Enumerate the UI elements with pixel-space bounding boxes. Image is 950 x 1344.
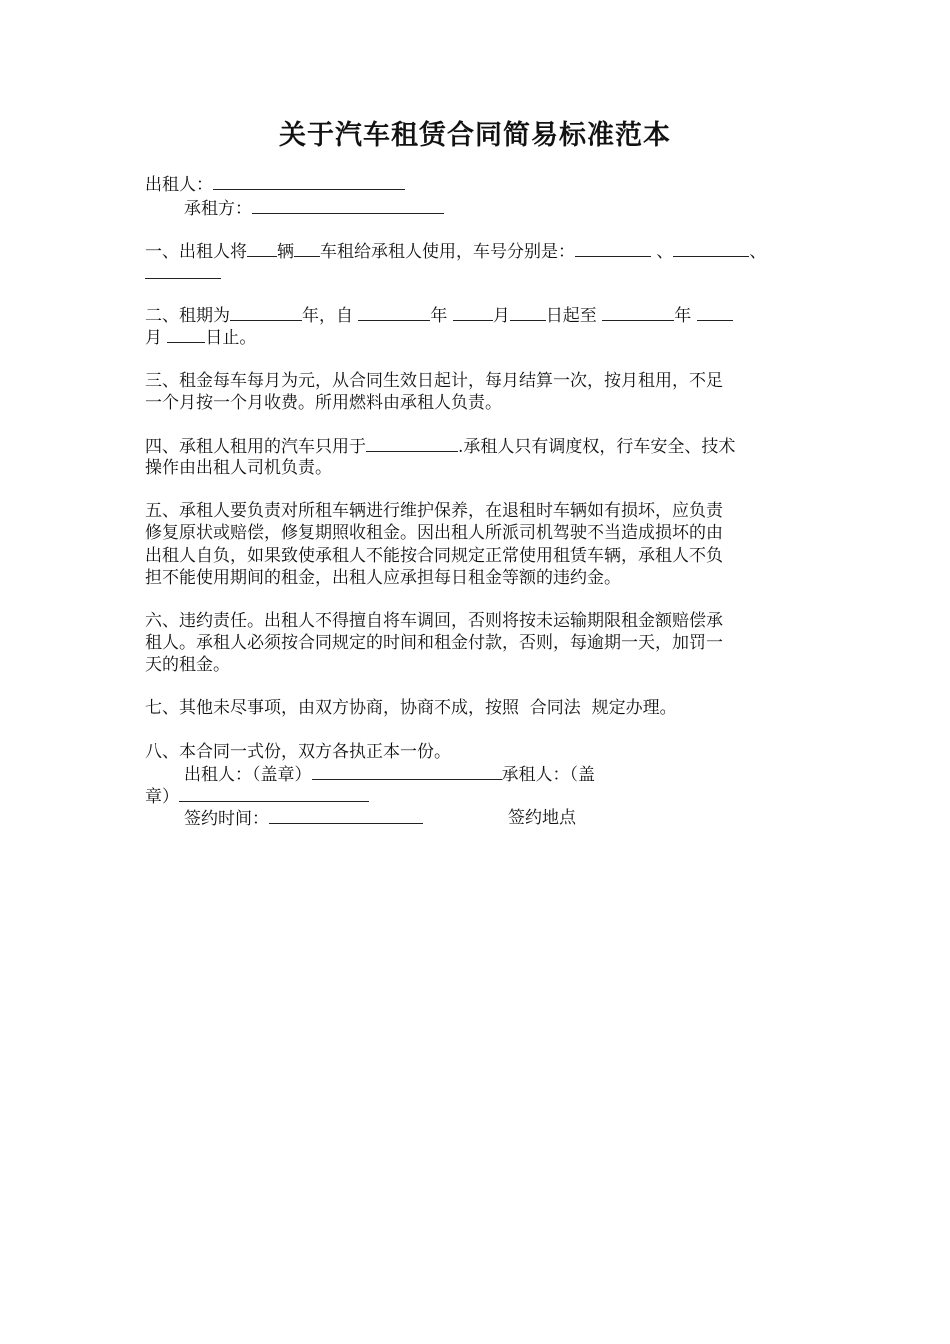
clause-4-text-b: .承租人只有调度权，行车安全、技术 <box>458 437 736 457</box>
lessee-seal-blank[interactable] <box>179 785 369 802</box>
clause-2-text-a: 二、租期为 <box>145 306 230 326</box>
clause-1-text-d: 、 <box>656 242 674 262</box>
clause-6-line-3: 天的租金。 <box>145 655 230 675</box>
start-year-blank[interactable] <box>358 304 430 321</box>
clause-8-line-1: 八、本合同一式份，双方各执正本一份。 <box>145 742 451 762</box>
lessor-seal-label: 出租人：（盖章） <box>184 765 312 785</box>
clause-2-text-f: 年 <box>674 306 697 326</box>
clause-1-text-e: 、 <box>749 242 767 262</box>
lessee-line <box>184 197 444 220</box>
end-day-blank[interactable] <box>167 326 205 343</box>
vehicle-use-blank[interactable] <box>366 435 458 452</box>
clause-2-cont <box>145 326 256 349</box>
seal-line <box>184 763 595 786</box>
clause-2 <box>145 304 733 327</box>
clause-2-text-g: 月 <box>145 328 168 348</box>
start-month-blank[interactable] <box>453 304 493 321</box>
vehicle-type-blank[interactable] <box>294 240 320 257</box>
clause-2-text-d: 月 <box>492 306 510 326</box>
clause-1-text-a: 一、出租人将 <box>145 242 247 262</box>
lessee-seal-label: 承租人：（盖 <box>501 765 595 785</box>
clause-2-text-h: 日止。 <box>205 328 257 348</box>
clause-3-line-2: 一个月按一个月收费。所用燃料由承租人负责。 <box>145 393 502 413</box>
clause-3-line-1: 三、租金每车每月为元，从合同生效日起计，每月结算一次，按月租用，不足 <box>145 371 723 391</box>
plate-blank-2[interactable] <box>673 240 749 257</box>
clause-5-line-4: 担不能使用期间的租金，出租人应承担每日租金等额的违约金。 <box>145 568 621 588</box>
plate-blank-1[interactable] <box>575 240 651 257</box>
lessee-seal-label-cont: 章） <box>145 787 179 807</box>
clause-4-text-a: 四、承租人租用的汽车只用于 <box>145 437 366 457</box>
start-day-blank[interactable] <box>510 304 546 321</box>
clause-7-line-1: 七、其他未尽事项，由双方协商，协商不成，按照 合同法 规定办理。 <box>145 698 677 718</box>
lessee-blank[interactable] <box>252 197 444 214</box>
lessee-label: 承租方： <box>184 199 252 219</box>
clause-4-line-1 <box>145 435 735 458</box>
seal-line-cont <box>145 785 369 808</box>
sign-line <box>184 807 423 830</box>
clause-1-cont <box>145 262 221 285</box>
lessor-label: 出租人： <box>145 175 213 195</box>
lessor-line <box>145 173 405 196</box>
clause-5-line-1: 五、承租人要负责对所租车辆进行维护保养，在退租时车辆如有损坏，应负责 <box>145 501 723 521</box>
term-years-blank[interactable] <box>230 304 302 321</box>
clause-2-text-b: 年，自 <box>302 306 359 326</box>
clause-6-line-1: 六、违约责任。出租人不得擅自将车调回，否则将按未运输期限租金额赔偿承 <box>145 611 723 631</box>
sign-time-label: 签约时间： <box>184 809 269 829</box>
clause-1-text-c: 车租给承租人使用，车号分别是： <box>320 242 575 262</box>
clause-2-text-e: 日起至 <box>545 306 603 326</box>
clause-1 <box>145 240 766 263</box>
plate-blank-3[interactable] <box>145 262 221 279</box>
vehicle-count-blank[interactable] <box>247 240 277 257</box>
clause-5-line-2: 修复原状或赔偿，修复期照收租金。因出租人所派司机驾驶不当造成损坏的由 <box>145 523 723 543</box>
clause-6-line-2: 租人。承租人必须按合同规定的时间和租金付款，否则，每逾期一天，加罚一 <box>145 633 723 653</box>
clause-4-line-2: 操作由出租人司机负责。 <box>145 458 332 478</box>
end-month-pre-blank[interactable] <box>697 304 733 321</box>
clause-1-text-b: 辆 <box>277 242 294 262</box>
end-year-blank[interactable] <box>602 304 674 321</box>
document-title: 关于汽车租赁合同简易标准范本 <box>279 120 671 151</box>
sign-time-blank[interactable] <box>269 807 423 824</box>
clause-5-line-3: 出租人自负，如果致使承租人不能按合同规定正常使用租赁车辆，承租人不负 <box>145 546 723 566</box>
sign-place-label: 签约地点 <box>508 808 576 828</box>
lessor-seal-blank[interactable] <box>312 763 502 780</box>
lessor-blank[interactable] <box>213 173 405 190</box>
clause-2-text-c: 年 <box>430 306 453 326</box>
